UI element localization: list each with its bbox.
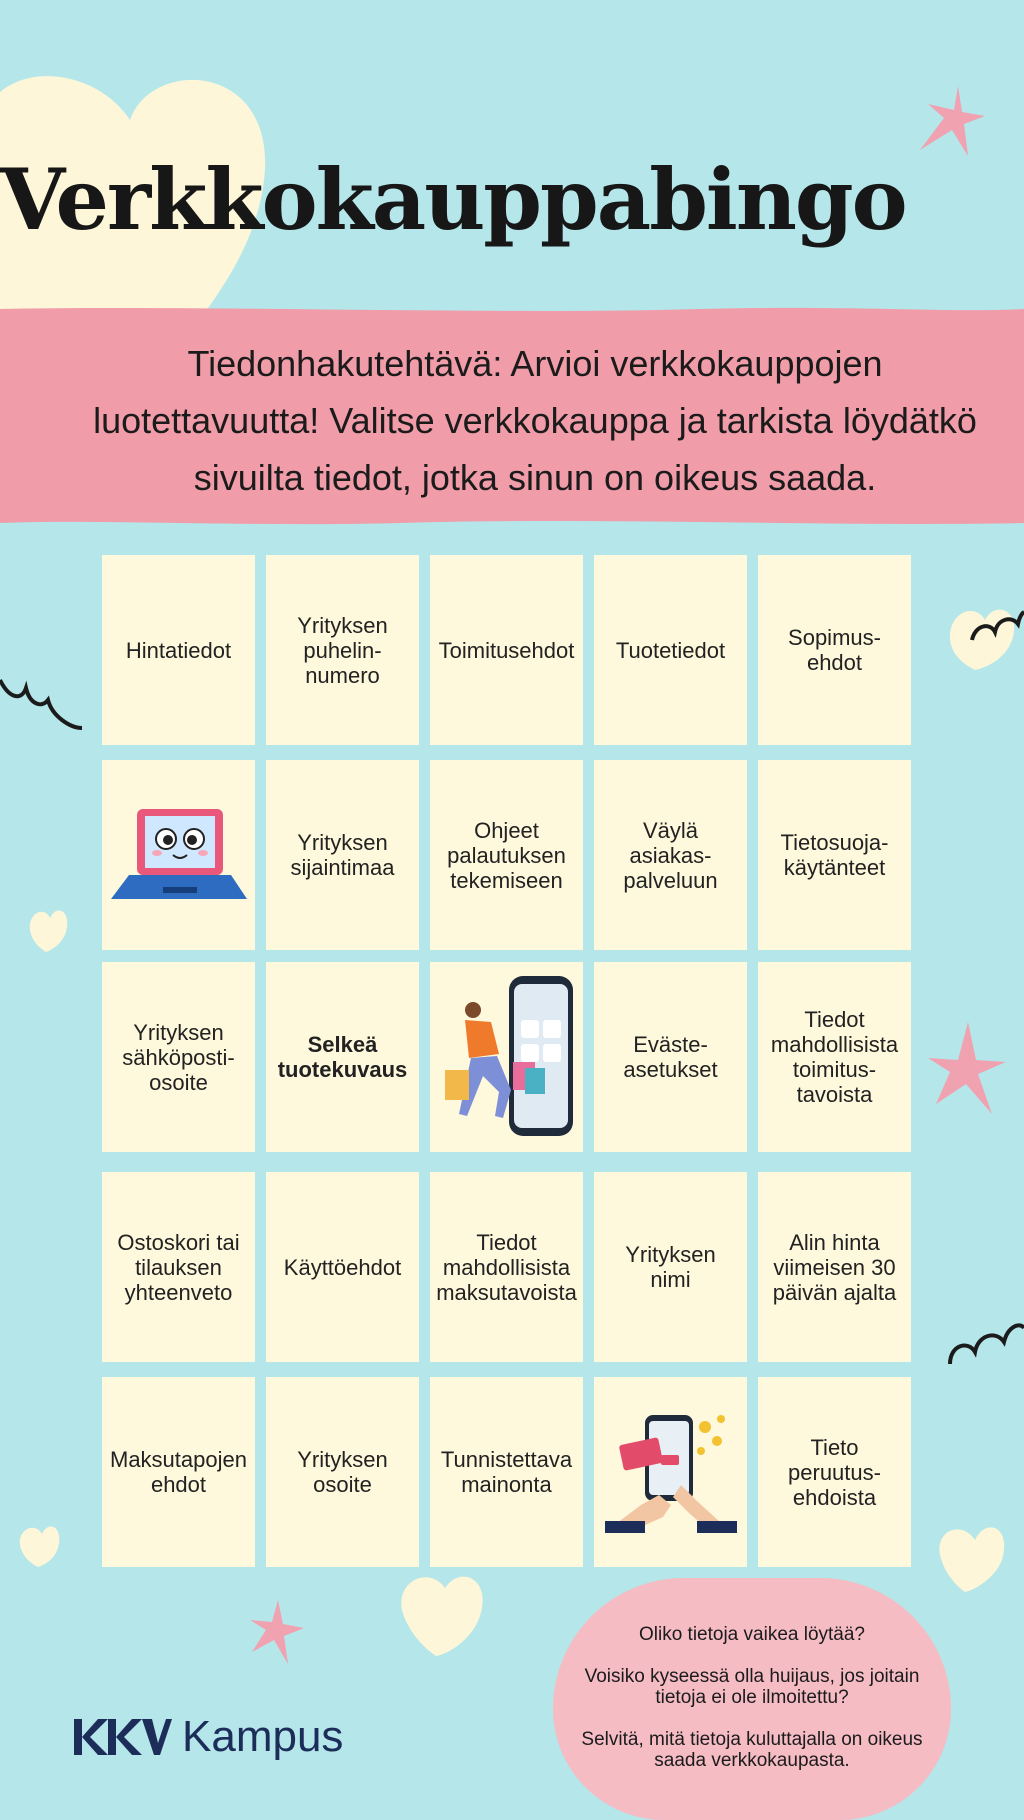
bingo-cell	[266, 962, 419, 1152]
bingo-cell-label: Alin hinta viimeisen 30 päivän ajalta	[772, 1229, 897, 1305]
bingo-cell	[266, 1377, 419, 1567]
bingo-cell	[758, 962, 911, 1152]
intro-text: Tiedonhakutehtävä: Arvioi verkkokauppojen luotettavuutta! Valitse verkkokauppa ja tarkista löydätkö sivuilta tiedot, jotka sinun on oikeus saada.	[93, 343, 977, 498]
bingo-cell	[594, 760, 747, 950]
bingo-cell	[758, 1172, 911, 1362]
bingo-cell	[266, 555, 419, 745]
bingo-cell	[430, 1377, 583, 1567]
logo-wordmark: Kampus	[182, 1712, 344, 1761]
page-title: Verkkokauppabingo	[0, 150, 906, 249]
bingo-cell	[102, 760, 255, 950]
bingo-cell-label: Toimitusehdot	[438, 637, 575, 663]
laptop-icon	[109, 803, 249, 908]
bingo-cell	[758, 1377, 911, 1567]
heart-decoration	[401, 1577, 482, 1656]
star-decoration	[250, 1600, 304, 1664]
bingo-cell	[594, 1377, 747, 1567]
star-decoration	[928, 1022, 1006, 1114]
bingo-cell	[430, 555, 583, 745]
bingo-cell-label: Tunnistettava mainonta	[440, 1447, 573, 1497]
mobile-shopping-icon	[437, 970, 577, 1145]
bingo-cell	[102, 1377, 255, 1567]
bingo-cell	[594, 555, 747, 745]
heart-decoration	[20, 1526, 59, 1567]
bingo-cell-label: Yrityksen nimi	[625, 1242, 716, 1292]
bingo-cell-label: Yrityksen sijaintimaa	[290, 830, 395, 880]
bingo-cell-label: Yrityksen sähköposti- osoite	[122, 1019, 235, 1095]
bingo-cell	[758, 555, 911, 745]
bingo-cell	[266, 1172, 419, 1362]
kkv-logo-mark	[72, 1717, 172, 1757]
bingo-cell	[102, 555, 255, 745]
bingo-cell	[430, 760, 583, 950]
bingo-cell	[594, 1172, 747, 1362]
bingo-cell-label: Hintatiedot	[125, 637, 232, 663]
question-3: Selvitä, mitä tietoja kuluttajalla on oikeus saada verkkokaupasta.	[581, 1729, 923, 1771]
bingo-cell-label: Maksutapojen ehdot	[110, 1447, 247, 1497]
bingo-cell	[430, 962, 583, 1152]
bingo-cell-label: Yrityksen puhelin- numero	[297, 612, 388, 688]
mobile-payment-icon	[601, 1405, 741, 1540]
bingo-cell-label: Ostoskori tai tilauksen yhteenveto	[117, 1229, 240, 1305]
bingo-cell	[102, 1172, 255, 1362]
bingo-cell-label: Yrityksen osoite	[297, 1447, 388, 1497]
bingo-cell-label: Tietosuoja- käytänteet	[780, 830, 889, 880]
question-2: Voisiko kyseessä olla huijaus, jos joitain tietoja ei ole ilmoitettu?	[584, 1666, 920, 1708]
bingo-cell-label: Eväste- asetukset	[623, 1032, 718, 1082]
bingo-cell-label: Ohjeet palautuksen tekemiseen	[447, 817, 566, 893]
bingo-cell	[102, 962, 255, 1152]
heart-decoration	[30, 910, 67, 952]
bingo-cell	[594, 962, 747, 1152]
star-decoration	[920, 86, 985, 156]
bingo-cell	[758, 760, 911, 950]
bingo-cell	[266, 760, 419, 950]
bingo-cell-label: Käyttöehdot	[283, 1254, 402, 1280]
bingo-cell-label: Sopimus- ehdot	[788, 625, 881, 675]
bingo-cell-label: Tieto peruutus- ehdoista	[788, 1434, 881, 1510]
bingo-cell-label: Tiedot mahdollisista maksutavoista	[436, 1229, 577, 1305]
bingo-cell-label: Väylä asiakas- palveluun	[623, 817, 718, 893]
bingo-cell-label: Tiedot mahdollisista toimitus- tavoista	[770, 1007, 899, 1107]
arc-decoration	[950, 1325, 1024, 1364]
bingo-cell-label: Tuotetiedot	[615, 637, 726, 663]
bingo-cell	[430, 1172, 583, 1362]
kkv-kampus-logo	[72, 1712, 343, 1762]
arc-decoration	[0, 680, 82, 728]
bingo-cell-label: Selkeä tuotekuvaus	[277, 1032, 408, 1082]
heart-decoration	[939, 1527, 1004, 1592]
question-1: Oliko tietoja vaikea löytää?	[638, 1624, 865, 1645]
